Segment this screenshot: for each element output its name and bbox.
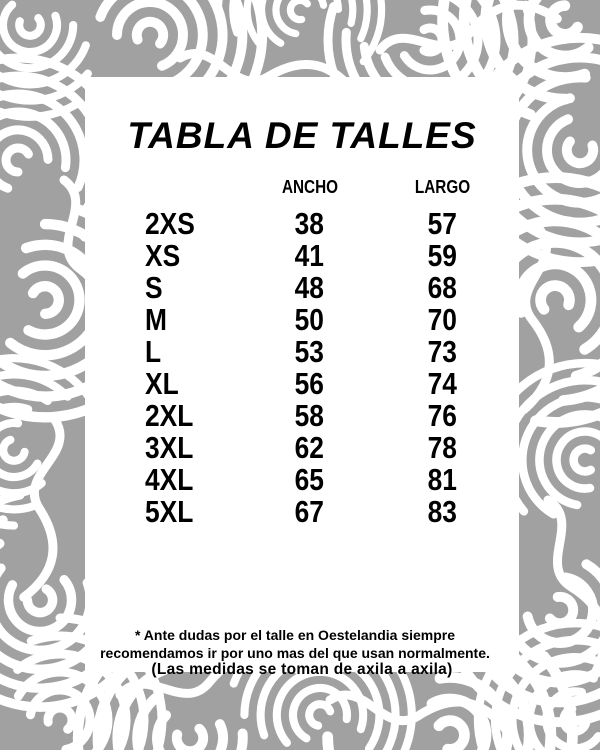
- size-cell: 5XL: [145, 494, 194, 529]
- ancho-cell: 58: [294, 398, 325, 433]
- table-row: [85, 432, 519, 464]
- table-row: [85, 368, 519, 400]
- ancho-cell: 48: [294, 270, 325, 305]
- measurement-note: (Las medidas se toman de axila a axila): [151, 661, 453, 678]
- table-row: [85, 240, 519, 272]
- ancho-cell: 62: [294, 430, 325, 465]
- largo-cell: 83: [427, 494, 457, 529]
- size-column-spacer: [145, 177, 247, 197]
- ancho-cell: 38: [294, 206, 325, 241]
- size-cell: 2XS: [145, 206, 195, 241]
- largo-cell: 78: [427, 430, 457, 465]
- size-cell: M: [145, 302, 167, 337]
- fit-note-line1: * Ante dudas por el talle en Oestelandia siempre: [134, 627, 456, 643]
- size-chart-panel: [85, 77, 519, 678]
- size-cell: 3XL: [145, 430, 194, 465]
- ancho-cell: 50: [294, 302, 325, 337]
- fit-note: [95, 626, 495, 662]
- ancho-cell: 56: [294, 366, 325, 401]
- largo-cell: 57: [427, 206, 457, 241]
- ancho-cell: 41: [294, 238, 325, 273]
- table-row: [85, 304, 519, 336]
- size-cell: L: [145, 334, 162, 369]
- page-title: TABLA DE TALLES: [127, 115, 477, 156]
- largo-cell: 59: [427, 238, 457, 273]
- column-header-largo: LARGO: [414, 177, 470, 197]
- table-row: [85, 272, 519, 304]
- table-row: [85, 400, 519, 432]
- column-header-ancho: ANCHO: [281, 177, 338, 197]
- ancho-cell: 53: [294, 334, 325, 369]
- table-header-row: [85, 177, 519, 197]
- table-row: [85, 496, 519, 528]
- ancho-cell: 65: [294, 462, 325, 497]
- largo-cell: 81: [427, 462, 457, 497]
- largo-cell: 74: [427, 366, 457, 401]
- largo-cell: 73: [427, 334, 457, 369]
- size-table: [85, 208, 519, 528]
- table-row: [85, 208, 519, 240]
- fit-note-line2: recomendamos ir por uno mas del que usan normalmente.: [100, 645, 490, 661]
- table-row: [85, 464, 519, 496]
- largo-cell: 76: [427, 398, 457, 433]
- size-cell: XL: [145, 366, 179, 401]
- size-cell: 2XL: [145, 398, 194, 433]
- size-cell: S: [145, 270, 163, 305]
- largo-cell: 68: [427, 270, 457, 305]
- size-cell: 4XL: [145, 462, 194, 497]
- size-cell: XS: [145, 238, 181, 273]
- ancho-cell: 67: [294, 494, 325, 529]
- table-row: [85, 336, 519, 368]
- largo-cell: 70: [427, 302, 457, 337]
